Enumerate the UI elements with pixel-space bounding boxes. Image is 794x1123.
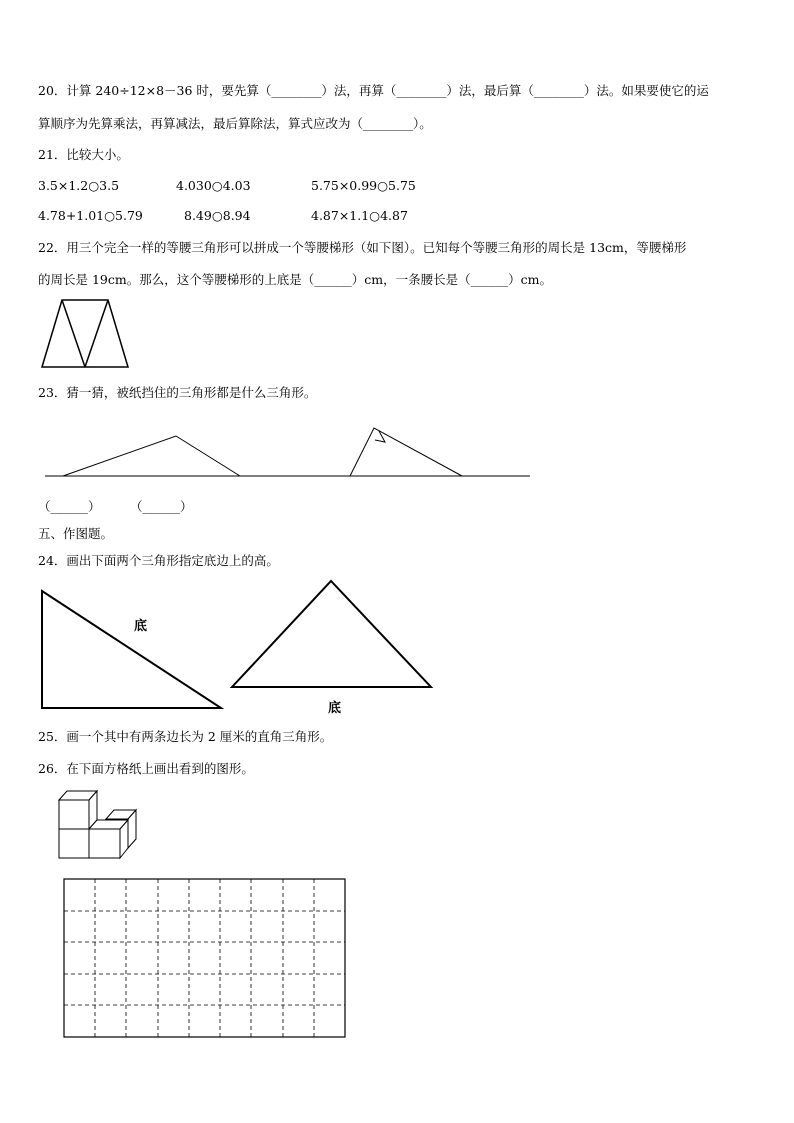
q25-title: 25．画一个其中有两条边长为 2 厘米的直角三角形。 <box>38 729 333 744</box>
q21-r2c2: 8.49○8.94 <box>184 208 251 223</box>
right-triangle <box>42 591 221 708</box>
trapezoid-figure <box>42 300 128 367</box>
trapezoid-inner-line-right <box>85 300 108 367</box>
q24-title: 24．画出下面两个三角形指定底边上的高。 <box>38 553 279 568</box>
base-label-left: 底 <box>134 619 148 634</box>
base-label-right: 底 <box>328 701 342 716</box>
q20-line1: 20．计算 240÷12×8－36 时，要先算（________）法，再算（________）法，最后算（________）法。如果要使它的运 <box>38 83 709 98</box>
trapezoid-inner-line-left <box>62 300 85 367</box>
q22-line2: 的周长是 19cm。那么，这个等腰梯形的上底是（______）cm，一条腰长是（______）cm。 <box>38 272 552 287</box>
hidden-triangles-figure <box>45 428 530 476</box>
q20-line2: 算顺序为先算乘法，再算减法，最后算除法，算式应改为（________）。 <box>38 116 432 131</box>
q21-title: 21．比较大小。 <box>38 147 129 162</box>
q21-r2c1: 4.78+1.01○5.79 <box>38 208 143 223</box>
grid-dashed-lines <box>64 879 345 1037</box>
cube-bottom-left-front <box>59 829 89 858</box>
q22-line1: 22．用三个完全一样的等腰三角形可以拼成一个等腰梯形（如下图）。已知每个等腰三角形的周长是 13cm，等腰梯形 <box>38 240 687 255</box>
q21-r2c3: 4.87×1.1○4.87 <box>311 208 408 223</box>
q21-r1c2: 4.030○4.03 <box>176 178 251 193</box>
q23-title: 23．猜一猜，被纸挡住的三角形都是什么三角形。 <box>38 385 317 400</box>
cube-middle-front <box>89 829 120 858</box>
trapezoid-outline <box>42 300 128 367</box>
q21-r1c1: 3.5×1.2○3.5 <box>38 178 120 193</box>
cubes-figure <box>59 791 136 858</box>
q21-r1c3: 5.75×0.99○5.75 <box>311 178 416 193</box>
grid-paper <box>64 879 345 1037</box>
height-triangles-figure <box>42 581 431 708</box>
q23-blank-right: （______） <box>130 499 193 514</box>
section5-title: 五、作图题。 <box>38 526 114 541</box>
grid-border <box>64 879 345 1037</box>
acute-triangle <box>232 581 431 687</box>
q26-title: 26．在下面方格纸上画出看到的图形。 <box>38 761 254 776</box>
cube-top-front <box>59 800 89 829</box>
q23-blank-left: （______） <box>38 499 101 514</box>
obtuse-triangle-part <box>63 436 240 476</box>
right-triangle-part <box>350 428 462 476</box>
